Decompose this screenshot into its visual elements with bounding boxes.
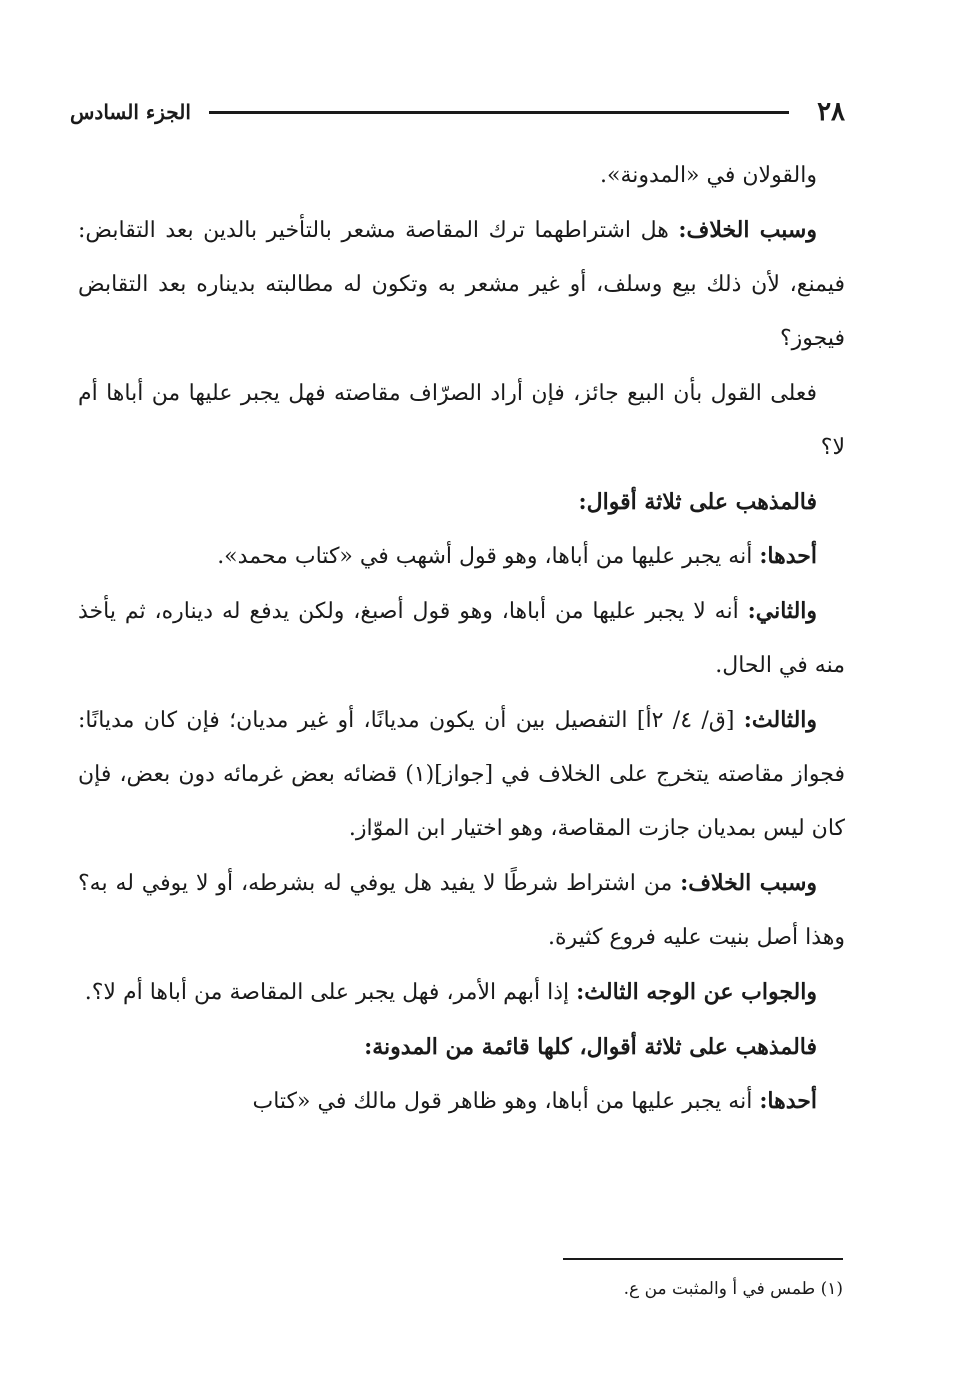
paragraph-text: إذا أبهم الأمر، فهل يجبر على المقاصة من أباها أم لا؟. xyxy=(84,980,570,1005)
paragraph xyxy=(78,965,845,1020)
section-heading xyxy=(78,1020,845,1074)
paragraph-lead: أحدها: xyxy=(759,543,817,569)
paragraph-text: أنه يجبر عليها من أباها، وهو قول أشهب في «كتاب محمد». xyxy=(217,544,753,569)
paragraph-text: فعلى القول بأن البيع جائز، فإن أراد الصرّاف مقاصته فهل يجبر عليها من أباها أم لا؟ xyxy=(78,381,845,460)
running-head xyxy=(70,92,845,132)
paragraph-lead: والجواب عن الوجه الثالث: xyxy=(576,979,817,1005)
paragraph-text: [ق/ ٤/ ٢أ] التفصيل بين أن يكون مديانًا، أو غير مديان؛ فإن كان مديانًا: فجواز مقاصته يتخرج على الخلاف في [جواز](١) قضائه بعض غرمائه دون بعض، فإن كان ليس بمديان جازت المقاصة، وهو اختيار ابن الموّاز. xyxy=(78,708,845,841)
page-number: ٢٨ xyxy=(817,97,845,127)
paragraph xyxy=(78,366,845,475)
section-heading-text: فالمذهب على ثلاثة أقوال: xyxy=(578,489,817,515)
paragraph-text: هل اشتراطهما ترك المقاصة مشعر بالتأخير بالدين بعد التقابض: فيمنع، لأن ذلك بيع وسلف، أو غير مشعر به وتكون له مطالبته بديناره بعد التقابض فيجوز؟ xyxy=(78,218,845,351)
main-text xyxy=(78,148,845,1129)
volume-title: الجزء السادس xyxy=(70,100,191,124)
paragraph xyxy=(78,693,845,856)
paragraph xyxy=(78,1074,845,1129)
paragraph-text: من اشتراط شرطًا لا يفيد هل يوفي له بشرطه، أو لا يوفي له به؟ وهذا أصل بنيت عليه فروع كثيرة. xyxy=(78,871,845,950)
paragraph xyxy=(78,148,845,203)
footnote: (١) طمس في أ والمثبت من ع. xyxy=(623,1279,843,1299)
paragraph xyxy=(78,203,845,366)
paragraph xyxy=(78,529,845,584)
paragraph-lead: وسبب الخلاف: xyxy=(678,217,817,243)
paragraph-text: والقولان في «المدونة». xyxy=(599,163,817,188)
paragraph-text: أنه لا يجبر عليها من أباها، وهو قول أصبغ، ولكن يدفع له ديناره، ثم يأخذ منه في الحال. xyxy=(78,599,845,678)
section-heading-text: فالمذهب على ثلاثة أقوال، كلها قائمة من المدونة: xyxy=(364,1034,817,1060)
section-heading xyxy=(78,475,845,529)
paragraph xyxy=(78,856,845,965)
paragraph-lead: أحدها: xyxy=(759,1088,817,1114)
paragraph-lead: وسبب الخلاف: xyxy=(680,870,818,896)
paragraph-text: أنه يجبر عليها من أباها، وهو ظاهر قول مالك في «كتاب xyxy=(252,1089,753,1114)
paragraph-lead: والثالث: xyxy=(743,707,818,733)
paragraph-lead: والثاني: xyxy=(747,598,818,624)
footnote-rule xyxy=(563,1258,843,1260)
header-rule xyxy=(209,111,789,114)
paragraph xyxy=(78,584,845,693)
